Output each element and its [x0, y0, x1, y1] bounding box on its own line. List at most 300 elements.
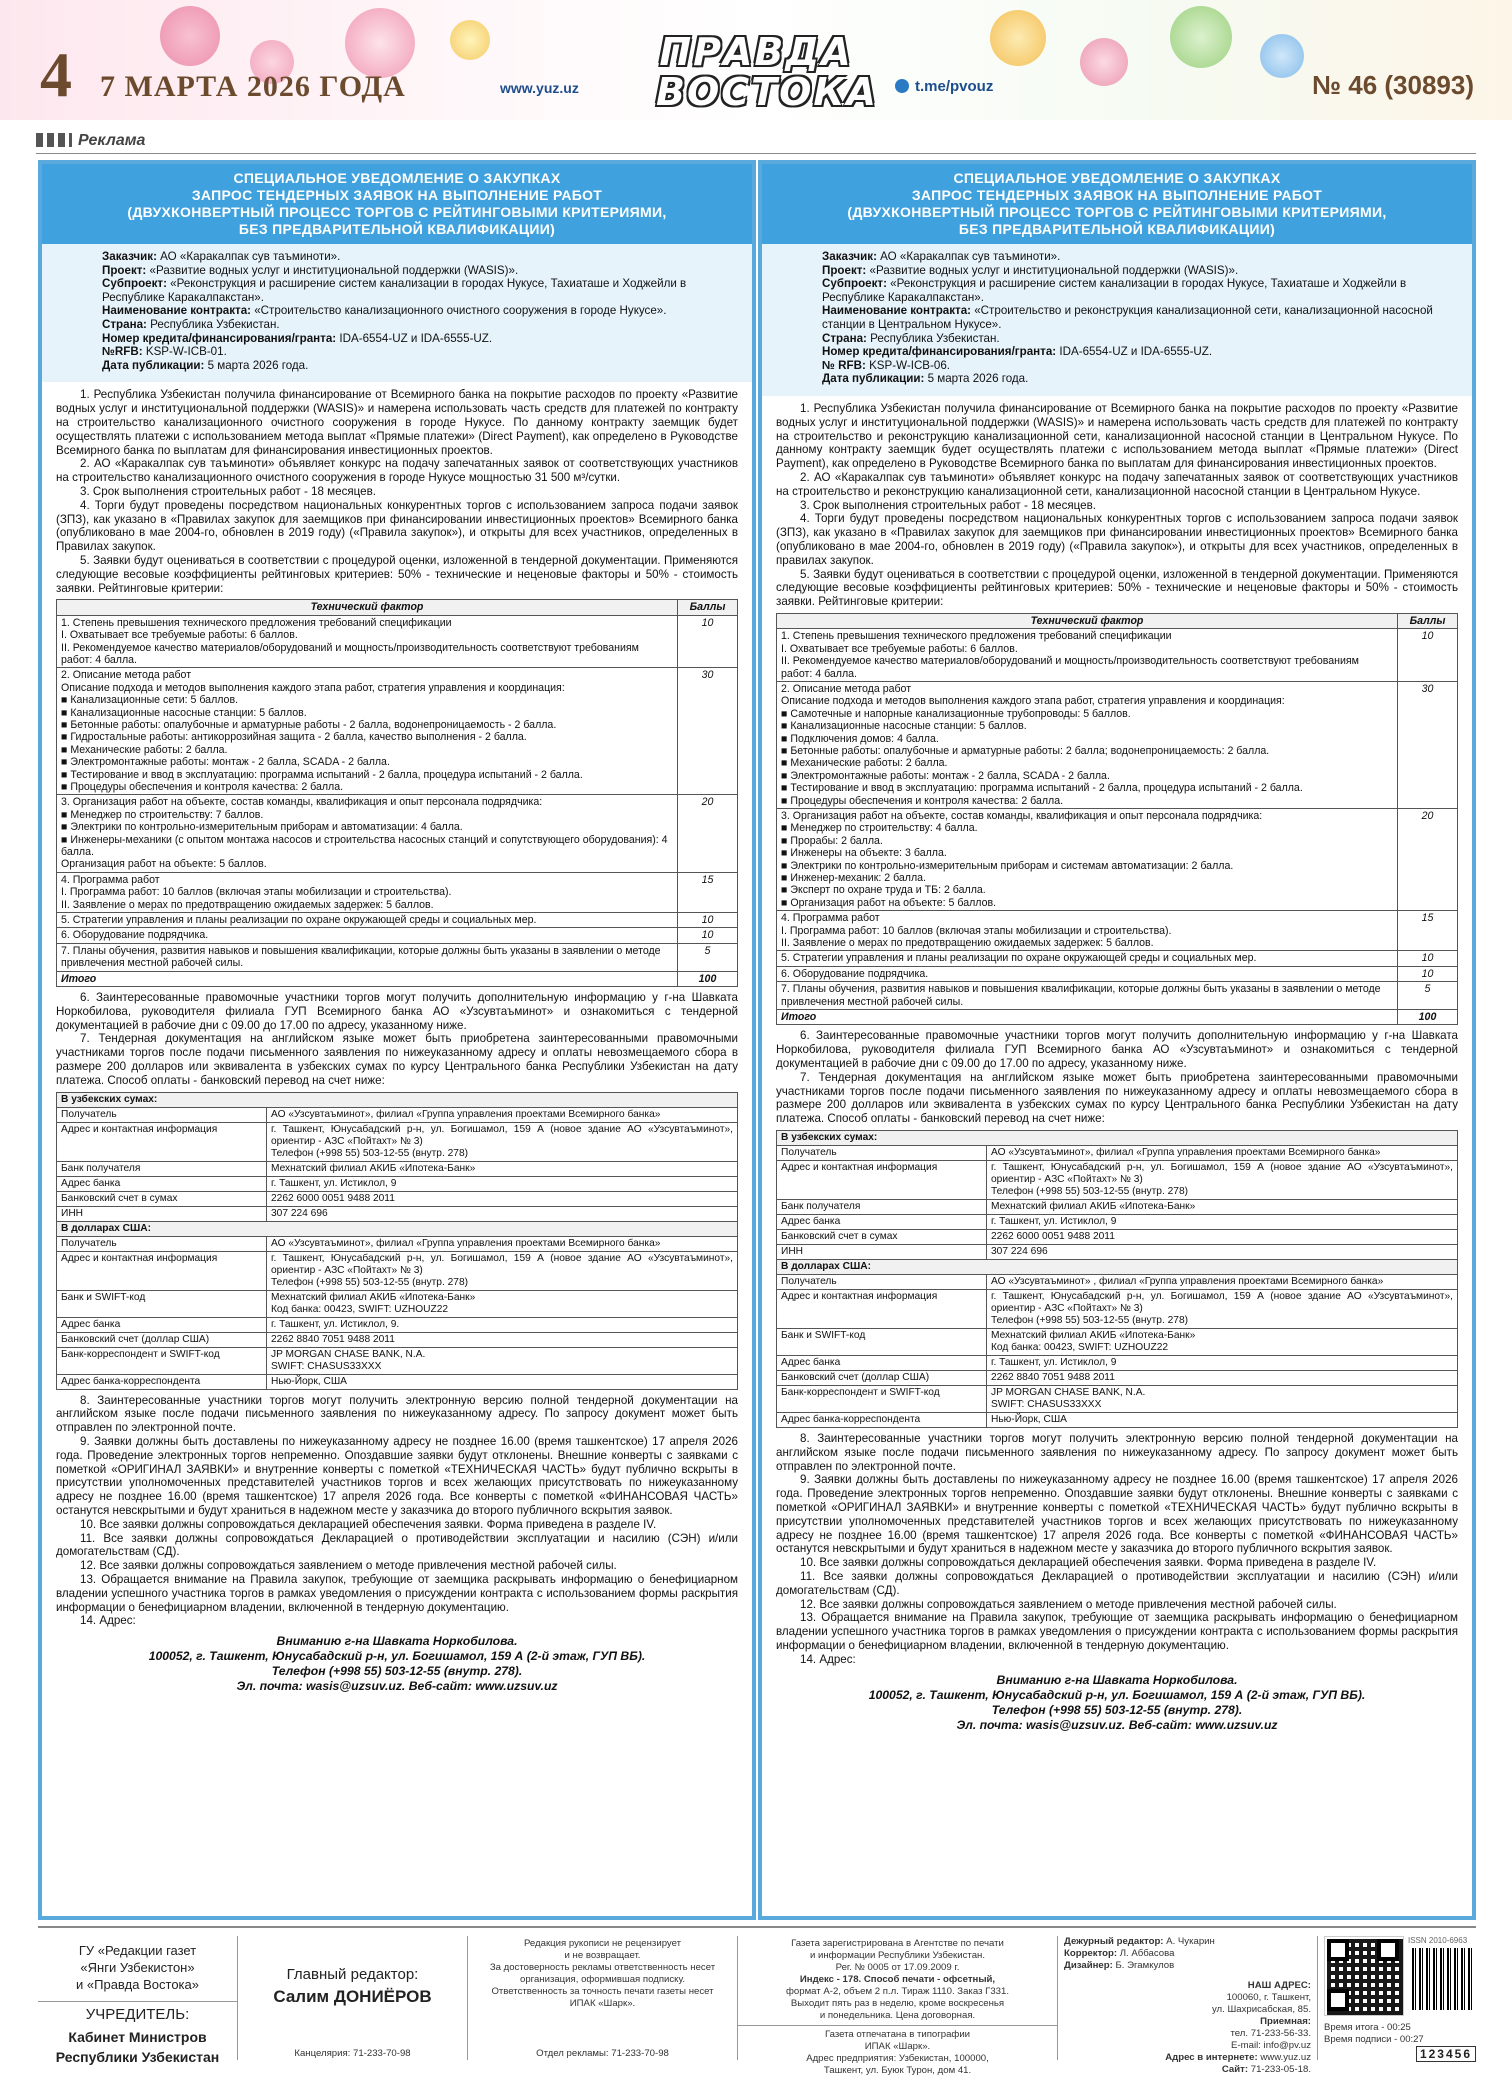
page-number: 4 — [40, 39, 72, 110]
meta-value: Республика Узбекистан. — [146, 317, 280, 331]
meta-label: Номер кредита/финансирования/гранта: — [102, 331, 337, 345]
bank-field-value: г. Ташкент, Юнусабадский р-н, ул. Богишамол, 159 А (новое здание АО «Узсувтаъминот», ориентир - АЗС «Пойтахт» № 3) Телефон (+998 55) 503-12-55 (внутр. 278) — [267, 1122, 738, 1161]
registration-line: и информации Республики Узбекистан. — [809, 1950, 985, 1961]
bank-field-value: г. Ташкент, ул. Истиклол, 9 — [267, 1176, 738, 1191]
disclaimer-line: ИПАК «Шарк». — [569, 1998, 636, 2009]
score-cell: 5 — [1398, 982, 1458, 1010]
bank-field-value: АО «Узсувтаъминот», филиал «Группа управления проектами Всемирного банка» — [987, 1146, 1458, 1161]
meta-label: Наименование контракта: — [102, 304, 252, 318]
bank-row — [57, 1191, 738, 1206]
bank-row — [57, 1251, 738, 1290]
score-cell: 10 — [1398, 966, 1458, 981]
score-cell: 10 — [1398, 951, 1458, 966]
telegram-handle: t.me/pvouz — [915, 78, 994, 95]
qr-code-icon — [1324, 1936, 1404, 2016]
bank-section-row — [57, 1092, 738, 1107]
bank-field-label: Адрес и контактная информация — [777, 1290, 987, 1329]
flower-decoration — [160, 6, 220, 66]
notice-body — [42, 382, 752, 1694]
table-row — [57, 943, 738, 971]
founder-line: Республики Узбекистан — [55, 2049, 220, 2065]
bank-section-title: В узбекских сумах: — [57, 1092, 738, 1107]
bank-row — [57, 1161, 738, 1176]
bank-field-label: Адрес банка — [57, 1176, 267, 1191]
bank-row — [777, 1245, 1458, 1260]
criterion-cell: 2. Описание метода работ Описание подхода и методов выполнения каждого этапа работ, стратегия управления и координация: ■ Самотечные и напорные канализационные трубопроводы: 5 баллов. ■ Канализационные насосные станции: 5 баллов. ■ Подключения домов: 4 балла. ■ Бетонные работы: опалубочные и арматурные работы: 2 балла; водонепроницаемость: 2 балла. ■ Механические работы: 2 балла. ■ Электромонтажные работы: монтаж - 2 балла, SCADA - 2 балла. ■ Тестирование и ввод в эксплуатацию: программа испытаний - 2 балла, процедура испытаний - 2 балла. ■ Процедуры обеспечения и контроля качества: 2 балла. — [777, 681, 1398, 808]
paragraph-group — [776, 402, 1458, 609]
printing-house — [738, 2025, 1057, 2077]
bank-row — [57, 1122, 738, 1161]
bank-row — [777, 1230, 1458, 1245]
bank-field-value: 307 224 696 — [987, 1245, 1458, 1260]
duty-label: Дежурный редактор: — [1064, 1936, 1164, 1947]
duty-label: Корректор: — [1064, 1948, 1118, 1959]
table-row — [57, 928, 738, 943]
table-row — [57, 872, 738, 912]
table-row — [777, 681, 1458, 808]
issn: ISSN 2010-6963 — [1408, 1936, 1468, 1945]
ads-phone: Отдел рекламы: 71-233-70-98 — [536, 2048, 669, 2059]
contact-address — [776, 1673, 1458, 1733]
publisher-name — [38, 1942, 237, 1993]
printing-line: Ташкент, ул. Буюк Турон, дом 41. — [823, 2065, 972, 2076]
address-line: ул. Шахрисабская, 85. — [1211, 2004, 1311, 2015]
bank-field-label: Банковский счет в сумах — [57, 1191, 267, 1206]
notice-header — [762, 164, 1472, 244]
paragraph: 10. Все заявки должны сопровождаться декларацией обеспечения заявки. Форма приведена в разделе IV. — [800, 1556, 1377, 1570]
registration-line: Индекс - 178. Способ печати - офсетный, — [799, 1974, 996, 1985]
meta-value: «Развитие водных услуг и институциональной поддержки (WASIS)». — [866, 263, 1239, 277]
column-header: Баллы — [1398, 613, 1458, 628]
meta-value: Республика Узбекистан. — [866, 331, 1000, 345]
reception-phone: тел. 71-233-56-33. — [1230, 2028, 1311, 2039]
table-row — [777, 911, 1458, 951]
paragraph-group — [776, 1029, 1458, 1126]
bank-field-value: г. Ташкент, Юнусабадский р-н, ул. Богишамол, 159 А (новое здание АО «Узсувтаъминот», ориентир - АЗС «Пойтахт» № 3) Телефон (+998 55) 503-12-55 (внутр. 278) — [267, 1251, 738, 1290]
bank-row — [57, 1290, 738, 1317]
meta-row — [102, 250, 738, 264]
disclaimer-line: и не возвращает. — [564, 1950, 641, 1961]
meta-value: «Развитие водных услуг и институциональной поддержки (WASIS)». — [146, 263, 519, 277]
meta-row — [822, 264, 1458, 278]
paragraph-group — [56, 388, 738, 595]
bank-section-row — [57, 1221, 738, 1236]
paragraph: 6. Заинтересованные правомочные участники торгов могут получить дополнительную информацию у г-на Шавката Норкобилова, руководителя филиала ГУП Всемирного банка АО «Узсувтаъминот» и ознакомиться с тендерной документацией в рабочие дни с 09.00 до 17.00 по адресу, указанному ниже. — [56, 991, 738, 1032]
bank-row — [777, 1161, 1458, 1200]
bank-field-value: Нью-Йорк, США — [267, 1374, 738, 1389]
table-header-row — [57, 600, 738, 615]
printing-line: Газета отпечатана в типографии — [824, 2029, 971, 2040]
bank-field-label: Адрес и контактная информация — [777, 1161, 987, 1200]
publisher-line: и «Правда Востока» — [76, 1977, 199, 1992]
bank-row — [777, 1146, 1458, 1161]
bank-field-label: Адрес и контактная информация — [57, 1251, 267, 1290]
column-header: Технический фактор — [777, 613, 1398, 628]
header-line: (ДВУХКОНВЕРТНЫЙ ПРОЦЕСС ТОРГОВ С РЕЙТИНГОВЫМИ КРИТЕРИЯМИ, — [127, 204, 667, 220]
table-total-row — [57, 971, 738, 986]
editor-block — [238, 1936, 468, 2060]
bank-field-label: Банковский счет (доллар США) — [777, 1371, 987, 1386]
designer — [1064, 1960, 1311, 1972]
paragraph: 1. Республика Узбекистан получила финансирование от Всемирного банка на покрытие расходов по проекту «Развитие водных услуг и институциональной поддержки (WASIS)» и намерена использовать часть средств для платежей по контракту на строительство канализационного очистного сооружения в городе Нукусе. По данному контракту заемщик будет осуществлять платежи с использованием метода выплат «Прямые платежи» (Direct Payment), как определено в Руководстве Всемирного банка по выплатам для финансирования инвестиционных проектов. — [56, 388, 738, 457]
rubric-bar — [36, 132, 1476, 154]
criterion-cell: 4. Программа работ I. Программа работ: 10 баллов (включая этапы мобилизации и строительства). II. Заявление о мерах по предотвращению ожидаемых задержек: 5 баллов. — [57, 872, 678, 912]
reception-label: Приемная: — [1260, 2016, 1311, 2027]
score-cell: 30 — [1398, 681, 1458, 808]
table-total-row — [777, 1010, 1458, 1025]
address-line: Эл. почта: wasis@uzsuv.uz. Веб-сайт: www.uzsuv.uz — [956, 1717, 1278, 1732]
paragraph: 14. Адрес: — [800, 1652, 856, 1666]
notice-header — [42, 164, 752, 244]
bank-row — [777, 1386, 1458, 1413]
paragraph: 7. Тендерная документация на английском языке может быть приобретена заинтересованными правомочными участниками торгов после подачи письменного заявления по нижеуказанному адресу и оплаты невозмещаемого сбора в размере 200 долларов или эквивалента в узбекских сумах по курсу Центрального банка Республики Узбекистан на дату платежа. Способ оплаты - банковский перевод на счет ниже: — [776, 1070, 1458, 1126]
issue-code: 123456 — [1416, 2046, 1476, 2062]
score-cell: 10 — [1398, 629, 1458, 682]
bank-field-value: 2262 6000 0051 9488 2011 — [987, 1230, 1458, 1245]
address-line: Телефон (+998 55) 503-12-55 (внутр. 278). — [991, 1702, 1243, 1717]
bank-row — [57, 1347, 738, 1374]
flower-decoration — [345, 8, 415, 78]
bank-field-value: JP MORGAN CHASE BANK, N.A. SWIFT: CHASUS33XXX — [987, 1386, 1458, 1413]
meta-row — [822, 277, 1458, 304]
address-line: Телефон (+998 55) 503-12-55 (внутр. 278). — [271, 1664, 523, 1679]
meta-label: Субпроект: — [102, 277, 167, 291]
time-total: Время итога - 00:25 — [1324, 2022, 1411, 2033]
meta-row — [822, 345, 1458, 359]
meta-row — [102, 264, 738, 278]
bank-field-label: Банковский счет (доллар США) — [57, 1332, 267, 1347]
bank-row — [777, 1290, 1458, 1329]
bank-table — [776, 1130, 1458, 1428]
meta-value: АО «Каракалпак сув таъминоти». — [156, 250, 341, 263]
meta-label: Заказчик: — [822, 250, 877, 263]
bank-field-label: Банк получателя — [777, 1200, 987, 1215]
time-sign: Время подписи - 00:27 — [1324, 2034, 1424, 2045]
paragraph: 13. Обращается внимание на Правила закупок, требующие от заемщика раскрывать информацию о бенефициарном владении успешного участника торгов в рамках уведомления о присуждении контракта с использованием формы раскрытия информации о бенефициарном владении, включенной в тендерную документацию. — [776, 1611, 1458, 1653]
bank-field-value: 307 224 696 — [267, 1206, 738, 1221]
bank-row — [57, 1317, 738, 1332]
site-phone — [1064, 2064, 1311, 2076]
telegram-link[interactable] — [895, 78, 993, 95]
criterion-cell: 1. Степень превышения технического предложения требований спецификации I. Охватывает все требуемые работы: 6 баллов. II. Рекомендуемое качество материалов/оборудований и мощность/производительность соответствуют требованиям работ: 4 балла. — [57, 615, 678, 668]
table-row — [777, 982, 1458, 1010]
meta-value: «Строительство и реконструкция канализационной сети, канализационной насосной станции в Центральном Нукусе». — [822, 304, 1433, 331]
flower-decoration — [450, 20, 490, 60]
address-line: 100060, г. Ташкент, — [1226, 1992, 1311, 2003]
duty-staff — [1064, 1936, 1311, 1972]
meta-value: «Реконструкция и расширение систем канализации в городах Нукусе, Тахиаташе и Ходжейли в Республике Каракалпакстан». — [822, 277, 1407, 304]
email-link[interactable]: E-mail: info@pv.uz — [1231, 2040, 1311, 2051]
criterion-cell: 6. Оборудование подрядчика. — [57, 928, 678, 943]
contact-address — [56, 1634, 738, 1694]
score-cell: 10 — [678, 913, 738, 928]
registration-line: формат А-2, объем 2 п.л. Тираж 1110. Заказ Г331. — [786, 1986, 1009, 1997]
bank-row — [777, 1215, 1458, 1230]
meta-label: №RFB: — [102, 345, 143, 359]
address-label: НАШ АДРЕС: — [1247, 1980, 1311, 1991]
disclaimer-line: За достоверность рекламы ответственность несет — [489, 1962, 716, 1973]
meta-value: АО «Каракалпак сув таъминоти». — [876, 250, 1061, 263]
bank-field-label: Банк-корреспондент и SWIFT-код — [777, 1386, 987, 1413]
bank-section-title: В долларах США: — [57, 1221, 738, 1236]
score-cell: 10 — [678, 615, 738, 668]
score-cell: 15 — [1398, 911, 1458, 951]
criterion-cell: 6. Оборудование подрядчика. — [777, 966, 1398, 981]
bank-field-value: АО «Узсувтаъминот» , филиал «Группа управления проектами Всемирного банка» — [987, 1275, 1458, 1290]
criterion-cell: 2. Описание метода работ Описание подхода и методов выполнения каждого этапа работ, стратегия управления и координация: ■ Канализационные сети: 5 баллов. ■ Канализационные насосные станции: 5 баллов. ■ Бетонные работы: опалубочные и арматурные работы - 2 балла, водонепроницаемость - 2 балла. ■ Гидростальные работы: антикоррозийная защита - 2 балла, качество выполнения - 2 балла. ■ Механические работы: 2 балла. ■ Электромонтажные работы: монтаж - 2 балла, SCADA - 2 балла. ■ Тестирование и ввод в эксплуатацию: программа испытаний - 2 балла, процедура испытаний - 2 балла. ■ Процедуры обеспечения и контроля качества: 2 балла. — [57, 668, 678, 795]
rubric-label: Реклама — [78, 132, 146, 149]
paragraph: 2. АО «Каракалпак сув таъминоти» объявляет конкурс на подачу запечатанных заявок от соответствующих участников на строительство и реконструкцию канализационной сети, канализационной насосной станции в Центральном Нукусе. — [776, 470, 1458, 498]
bank-field-label: Адрес банка-корреспондента — [57, 1374, 267, 1389]
table-row — [57, 615, 738, 668]
registration-block — [738, 1936, 1058, 2076]
meta-label: Субпроект: — [822, 277, 887, 291]
issue-date: 7 МАРТА 2026 ГОДА — [100, 70, 406, 103]
paragraph: 4. Торги будут проведены посредством национальных конкурентных торгов с использованием запроса подачи заявок (ЗПЗ), как указано в «Правилах закупок для заемщиков при финансировании инвестиционных проектов» Всемирного банка (опубликовано в мае 2004-го, обновлен в 2019 году) («Правила закупок»), и открыты для всех участников, определенных в правилах закупок. — [776, 512, 1458, 567]
header-line: СПЕЦИАЛЬНОЕ УВЕДОМЛЕНИЕ О ЗАКУПКАХ — [953, 170, 1281, 186]
bank-field-label: Банк и SWIFT-код — [57, 1290, 267, 1317]
paragraph: 12. Все заявки должны сопровождаться заявлением о методе привлечения местной рабочей силы. — [800, 1597, 1337, 1611]
bank-field-value: г. Ташкент, ул. Истиклол, 9. — [267, 1317, 738, 1332]
score-cell: 15 — [678, 872, 738, 912]
score-cell: 10 — [678, 928, 738, 943]
bank-row — [777, 1329, 1458, 1356]
bank-field-value: г. Ташкент, ул. Истиклол, 9 — [987, 1215, 1458, 1230]
table-header-row — [777, 613, 1458, 628]
table-row — [777, 951, 1458, 966]
codes-block — [1324, 1936, 1476, 2060]
registration-line: Газета зарегистрирована в Агентстве по печати — [791, 1938, 1004, 1949]
column-header: Баллы — [678, 600, 738, 615]
bank-section-row — [777, 1260, 1458, 1275]
meta-value: «Реконструкция и расширение систем канализации в городах Нукусе, Тахиаташе и Ходжейли в Республике Каракалпакстан». — [102, 277, 687, 304]
meta-label: № RFB: — [822, 358, 866, 372]
table-row — [57, 668, 738, 795]
site-label: Сайт: — [1221, 2064, 1249, 2075]
criterion-cell: 7. Планы обучения, развития навыков и повышения квалификации, которые должны быть указаны в заявлении о методе привлечения местной рабочей силы. — [57, 943, 678, 971]
meta-row — [102, 359, 738, 373]
bank-row — [57, 1374, 738, 1389]
header-line: БЕЗ ПРЕДВАРИТЕЛЬНОЙ КВАЛИФИКАЦИИ) — [238, 221, 556, 237]
printing-line: ИПАК «Шарк». — [864, 2041, 931, 2052]
bank-field-label: Получатель — [777, 1146, 987, 1161]
notice-meta — [762, 244, 1472, 396]
paragraph: 10. Все заявки должны сопровождаться декларацией обеспечения заявки. Форма приведена в разделе IV. — [80, 1517, 657, 1531]
meta-row — [102, 332, 738, 346]
meta-value: KSP-W-ICB-01. — [142, 345, 227, 359]
criterion-cell: 3. Организация работ на объекте, состав команды, квалификация и опыт персонала подрядчика: ■ Менеджер по строительству: 7 баллов. ■ Электрики по контрольно-измерительным приборам и автоматизации: 4 балла. ■ Инженеры-механики (с опытом монтажа насосов и строительства насосных станций и сопутствующего оборудования): 4 балла. Организация работ на объекте: 5 баллов. — [57, 795, 678, 872]
bank-field-value: АО «Узсувтаъминот», филиал «Группа управления проектами Всемирного банка» — [267, 1236, 738, 1251]
score-cell: 20 — [1398, 808, 1458, 910]
bank-field-label: Адрес банка — [777, 1356, 987, 1371]
bank-field-value: Нью-Йорк, США — [987, 1413, 1458, 1428]
corrector — [1064, 1948, 1311, 1960]
meta-label: Проект: — [102, 263, 147, 277]
paragraph: 5. Заявки будут оцениваться в соответствии с процедурой оценки, изложенной в тендерной документации. Применяются следующие весовые коэффициенты рейтинговых критериев: 50% - технические и неценовые факторы и 50% - стоимость заявки. Рейтинговые критерии: — [56, 553, 738, 595]
address-line: 100052, г. Ташкент, Юнусабадский р-н, ул. Богишамол, 159 А (2-й этаж, ГУП ВБ). — [148, 1649, 646, 1664]
bank-field-value: Мехнатский филиал АКИБ «Ипотека-Банк» — [987, 1200, 1458, 1215]
duty-editor — [1064, 1936, 1311, 1948]
flower-decoration — [1260, 34, 1304, 78]
bank-field-value: JP MORGAN CHASE BANK, N.A. SWIFT: CHASUS33XXX — [267, 1347, 738, 1374]
publisher-line: «Янги Узбекистон» — [80, 1960, 195, 1975]
bank-row — [777, 1356, 1458, 1371]
meta-row — [822, 250, 1458, 264]
bank-field-label: ИНН — [777, 1245, 987, 1260]
paragraph: 2. АО «Каракалпак сув таъминоти» объявляет конкурс на подачу запечатанных заявок от соответствующих участников на строительство канализационного очистного сооружения в городе Нукусе мощностью 31 500 м³/сутки. — [56, 457, 738, 485]
criterion-cell: 7. Планы обучения, развития навыков и повышения квалификации, которые должны быть указаны в заявлении о методе привлечения местной рабочей силы. — [777, 982, 1398, 1010]
paragraph: 8. Заинтересованные участники торгов могут получить электронную версию полной тендерной документации на английском языке после подачи письменного заявления по нижеуказанному адресу. По запросу документ может быть отправлен по электронной почте. — [56, 1393, 738, 1435]
bank-field-label: Получатель — [57, 1107, 267, 1122]
criteria-table — [776, 613, 1458, 1026]
header-line: БЕЗ ПРЕДВАРИТЕЛЬНОЙ КВАЛИФИКАЦИИ) — [958, 221, 1276, 237]
duty-value: А. Чукарин — [1163, 1936, 1215, 1947]
bank-field-label: Адрес банка — [57, 1317, 267, 1332]
meta-label: Наименование контракта: — [822, 304, 972, 318]
meta-value: «Строительство канализационного очистного сооружения в городе Нукусе». — [251, 304, 667, 318]
duty-label: Дизайнер: — [1064, 1960, 1113, 1971]
masthead — [0, 0, 1512, 120]
registration-line: Рег. № 0005 от 17.09.2009 г. — [835, 1962, 960, 1973]
meta-label: Дата публикации: — [102, 358, 205, 372]
duty-value: Л. Аббасова — [1117, 1948, 1175, 1959]
website-link[interactable]: www.yuz.uz — [500, 80, 579, 96]
bank-row — [57, 1107, 738, 1122]
paragraph: 8. Заинтересованные участники торгов могут получить электронную версию полной тендерной документации на английском языке после подачи письменного заявления по нижеуказанному адресу. По запросу документ может быть отправлен по электронной почте. — [776, 1432, 1458, 1473]
bank-row — [57, 1176, 738, 1191]
criterion-cell: 5. Стратегии управления и планы реализации по охране окружающей среды и социальных мер. — [777, 951, 1398, 966]
meta-label: Страна: — [822, 331, 867, 345]
publisher-block — [38, 1936, 238, 2065]
table-row — [777, 966, 1458, 981]
column-header: Технический фактор — [57, 600, 678, 615]
paragraph: 4. Торги будут проведены посредством национальных конкурентных торгов с использованием запроса подачи заявок (ЗПЗ), как указано в «Правилах закупок для заемщиков при финансировании инвестиционных проектов» Всемирного банка (опубликовано в мае 2004-го, обновлен в 2019 году) («Правила закупок»), и открыты для всех участников, определенных в Правилах закупок. — [56, 498, 738, 554]
total-label: Итого — [777, 1010, 1398, 1025]
score-cell: 30 — [678, 668, 738, 795]
criterion-cell: 4. Программа работ I. Программа работ: 10 баллов (включая этапы мобилизации и строительства). II. Заявление о мерах по предотвращению ожидаемых задержек: 5 баллов. — [777, 911, 1398, 951]
meta-label: Страна: — [102, 317, 147, 331]
rubric-bars-icon — [36, 133, 72, 147]
address-line: Эл. почта: wasis@uzsuv.uz. Веб-сайт: www.uzsuv.uz — [236, 1679, 558, 1694]
meta-label: Заказчик: — [102, 250, 157, 263]
criterion-cell: 3. Организация работ на объекте, состав команды, квалификация и опыт персонала подрядчика: ■ Менеджер по строительству: 4 балла. ■ Прорабы: 2 балла. ■ Инженеры на объекте: 3 балла. ■ Электрики по контрольно-измерительным приборам и системам автоматизации: 2 балла. ■ Инженер-механик: 2 балла. ■ Эксперт по охране труда и ТБ: 2 балла. ■ Организация работ на объекте: 5 баллов. — [777, 808, 1398, 910]
bank-row — [777, 1413, 1458, 1428]
paragraph: 14. Адрес: — [80, 1614, 136, 1628]
bank-field-value: 2262 8840 7051 9488 2011 — [267, 1332, 738, 1347]
founder-line: Кабинет Министров — [68, 2029, 207, 2045]
table-row — [777, 629, 1458, 682]
meta-value: KSP-W-ICB-06. — [865, 358, 951, 372]
bank-row — [777, 1371, 1458, 1386]
paragraph: 6. Заинтересованные правомочные участники торгов могут получить дополнительную информацию у г-на Шавката Норкобилова, руководителя филиала ГУП Всемирного банка АО «Узсувтаъминот» и ознакомиться с тендерной документацией в рабочие дни с 09.00 до 17.00 по адресу, указанному ниже. — [776, 1029, 1458, 1071]
flower-decoration — [1170, 6, 1232, 68]
meta-label: Дата публикации: — [822, 372, 925, 386]
score-cell: 5 — [678, 943, 738, 971]
founder-name — [38, 2027, 237, 2067]
paragraph: 3. Срок выполнения строительных работ - 18 месяцев. — [800, 498, 1096, 512]
telegram-icon — [895, 79, 909, 93]
bank-field-label: ИНН — [57, 1206, 267, 1221]
bank-field-label: Адрес банка — [777, 1215, 987, 1230]
bank-field-value: Мехнатский филиал АКИБ «Ипотека-Банк» — [267, 1161, 738, 1176]
address-line: Вниманию г-на Шавката Норкобилова. — [996, 1672, 1238, 1687]
address-line: 100052, г. Ташкент, Юнусабадский р-н, ул. Богишамол, 159 А (2-й этаж, ГУП ВБ). — [868, 1687, 1366, 1702]
bank-field-value: г. Ташкент, Юнусабадский р-н, ул. Богишамол, 159 А (новое здание АО «Узсувтаъминот», ориентир - АЗС «Пойтахт» № 3) Телефон (+998 55) 503-12-55 (внутр. 278) — [987, 1290, 1458, 1329]
paragraph: 7. Тендерная документация на английском языке может быть приобретена заинтересованными правомочными участниками торгов после подачи письменного заявления по нижеуказанному адресу и оплаты невозмещаемого сбора в размере 200 долларов или эквивалента в узбекских сумах по курсу Центрального банка Республики Узбекистан на дату платежа. Способ оплаты - банковский перевод на счет ниже: — [56, 1032, 738, 1087]
criterion-cell: 5. Стратегии управления и планы реализации по охране окружающей среды и социальных мер. — [57, 913, 678, 928]
web-value: www.yuz.uz — [1257, 2052, 1311, 2063]
meta-row — [102, 345, 738, 359]
registration-line: Выходит пять раз в неделю, кроме воскресенья — [790, 1998, 1005, 2009]
paragraph-group — [776, 1432, 1458, 1667]
notice-meta — [42, 244, 752, 382]
bank-field-label: Получатель — [57, 1236, 267, 1251]
bank-field-value: Мехнатский филиал АКИБ «Ипотека-Банк» Код банка: 00423, SWIFT: UZHOUZ22 — [267, 1290, 738, 1317]
disclaimer-line: Редакция рукописи не рецензирует — [523, 1938, 682, 1949]
founder-label: УЧРЕДИТЕЛЬ: — [38, 2001, 237, 2023]
meta-value: IDA-6554-UZ и IDA-6555-UZ. — [336, 331, 493, 345]
duty-value: Б. Эгамкулов — [1112, 1960, 1175, 1971]
bank-field-label: Банк-корреспондент и SWIFT-код — [57, 1347, 267, 1374]
notice-body — [762, 396, 1472, 1733]
paragraph: 13. Обращается внимание на Правила закупок, требующие от заемщика раскрывать информацию о бенефициарном владении успешного участника торгов в рамках уведомления о присуждении контракта с использованием формы раскрытия информации о бенефициарном владении, включенной в тендерную документацию. — [56, 1573, 738, 1614]
web-address[interactable] — [1064, 2052, 1311, 2064]
paragraph: 5. Заявки будут оцениваться в соответствии с процедурой оценки, изложенной в тендерной документации. Применяются следующие весовые коэффициенты рейтинговых критериев: 50% - технические и неценовые факторы и 50% - стоимость заявки. Рейтинговые критерии: — [776, 567, 1458, 609]
paragraph: 1. Республика Узбекистан получила финансирование от Всемирного банка на покрытие расходов по проекту «Развитие водных услуг и институциональной поддержки (WASIS)» и намерена использовать часть средств для платежей по контракту на строительство и реконструкцию канализационной сети, канализационной насосной станции в Центральном Нукусе. По данному контракту заемщик будет осуществлять платежи с использованием метода выплат «Прямые платежи» (Direct Payment), как определено в Руководстве Всемирного банка по выплатам для финансирования инвестиционных проектов. — [776, 401, 1458, 471]
paragraph-group — [56, 991, 738, 1088]
bank-row — [57, 1332, 738, 1347]
bank-field-label: Получатель — [777, 1275, 987, 1290]
paragraph: 3. Срок выполнения строительных работ - 18 месяцев. — [80, 484, 376, 498]
bank-field-value: 2262 8840 7051 9488 2011 — [987, 1371, 1458, 1386]
header-line: СПЕЦИАЛЬНОЕ УВЕДОМЛЕНИЕ О ЗАКУПКАХ — [233, 170, 561, 186]
publisher-line: ГУ «Редакции газет — [78, 1943, 197, 1958]
bank-field-label: Банк получателя — [57, 1161, 267, 1176]
score-cell: 20 — [678, 795, 738, 872]
bank-row — [57, 1206, 738, 1221]
table-row — [57, 795, 738, 872]
notice-right — [758, 160, 1476, 1920]
header-line: (ДВУХКОНВЕРТНЫЙ ПРОЦЕСС ТОРГОВ С РЕЙТИНГОВЫМИ КРИТЕРИЯМИ, — [847, 204, 1387, 220]
bank-table — [56, 1092, 738, 1390]
criterion-cell: 1. Степень превышения технического предложения требований спецификации I. Охватывает все требуемые работы: 6 баллов. II. Рекомендуемое качество материалов/оборудований и мощность/производительность соответствуют требованиям работ: 4 балла. — [777, 629, 1398, 682]
table-row — [57, 913, 738, 928]
meta-row — [822, 332, 1458, 346]
meta-label: Проект: — [822, 263, 867, 277]
newspaper-logo: ПРАВДА ВОСТОКА — [656, 30, 878, 114]
bank-row — [57, 1236, 738, 1251]
bank-section-row — [777, 1131, 1458, 1146]
editor-label: Главный редактор: — [286, 1966, 419, 1983]
bank-field-value: г. Ташкент, ул. Истиклол, 9 — [987, 1356, 1458, 1371]
bank-section-title: В долларах США: — [777, 1260, 1458, 1275]
header-line: ЗАПРОС ТЕНДЕРНЫХ ЗАЯВОК НА ВЫПОЛНЕНИЕ РАБОТ — [911, 187, 1323, 203]
disclaimer-block — [468, 1936, 738, 2060]
bank-section-title: В узбекских сумах: — [777, 1131, 1458, 1146]
meta-label: Номер кредита/финансирования/гранта: — [822, 345, 1057, 359]
disclaimer-line: организация, оформившая подписку. — [520, 1974, 685, 1985]
site-value: 71-233-05-18. — [1248, 2064, 1311, 2075]
address-line: Вниманию г-на Шавката Норкобилова. — [276, 1634, 518, 1649]
notice-left — [38, 160, 756, 1920]
bank-field-value: Мехнатский филиал АКИБ «Ипотека-Банк» Код банка: 00423, SWIFT: UZHOUZ22 — [987, 1329, 1458, 1356]
criteria-table — [56, 599, 738, 987]
imprint-footer — [38, 1926, 1476, 2076]
bank-field-value: 2262 6000 0051 9488 2011 — [267, 1191, 738, 1206]
bank-field-value: АО «Узсувтаъминот», филиал «Группа управления проектами Всемирного банка» — [267, 1107, 738, 1122]
flower-decoration — [990, 10, 1046, 66]
header-line: ЗАПРОС ТЕНДЕРНЫХ ЗАЯВОК НА ВЫПОЛНЕНИЕ РАБОТ — [191, 187, 603, 203]
